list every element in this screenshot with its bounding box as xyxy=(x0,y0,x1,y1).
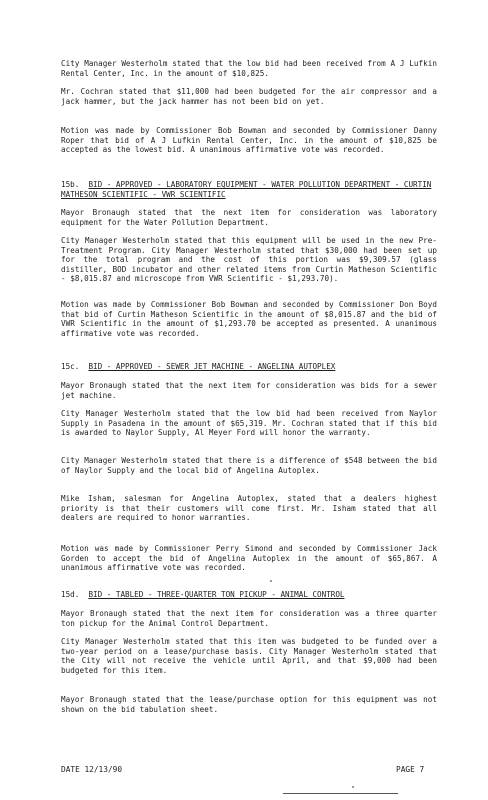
heading-15c-title: BID - APPROVED - SEWER JET MACHINE - ANGELINA AUTOPLEX xyxy=(88,362,336,371)
paragraph-budget-air-compressor: Mr. Cochran stated that $11,000 had been budgeted for the air compressor and a jack hammer, but the jack hammer has not been bid on yet. xyxy=(61,87,437,106)
paragraph-sewer-jet-difference: City Manager Westerholm stated that there is a difference of $548 between the bid of Naylor Supply and the local bid of Angelina Autoplex. xyxy=(61,456,437,475)
paragraph-isham-statement: Mike Isham, salesman for Angelina Autoplex, stated that a dealers highest priority is that their customers will come first. Mr. Isham stated that all dealers are required to honor warranties. xyxy=(61,494,437,523)
paragraph-low-bid-lufkin: City Manager Westerholm stated that the low bid had been received from A J Lufkin Rental Center, Inc. in the amount of $10,825. xyxy=(61,59,437,78)
paragraph-pickup-tabulation: Mayor Bronaugh stated that the lease/purchase option for this equipment was not shown on the bid tabulation sheet. xyxy=(61,695,437,714)
paragraph-lab-equipment-intro: Mayor Bronaugh stated that the next item for consideration was laboratory equipment for the Water Pollution Department. xyxy=(61,208,437,227)
footer-date: DATE 12/13/90 xyxy=(61,765,123,774)
heading-15b-number: 15b. xyxy=(61,180,80,189)
heading-15b xyxy=(61,180,437,199)
paragraph-motion-lab-equipment: Motion was made by Commissioner Bob Bowman and seconded by Commissioner Don Boyd that bid of Curtin Matheson Scientific in the amount of $8,015.87 and the bid of VWR Scientific in the amount of $1,293.70 be accepted as presented. A unanimous affirmative vote was recorded. xyxy=(61,300,437,338)
scan-artifact-line xyxy=(283,793,398,794)
paragraph-sewer-jet-low-bid: City Manager Westerholm stated that the low bid had been received from Naylor Supply in Pasadena in the amount of $65,319. Mr. Cochran stated that if this bid is awarded to Naylor Supply, Al Meyer Ford will honor the warranty. xyxy=(61,409,437,438)
paragraph-motion-sewer-jet: Motion was made by Commissioner Perry Simond and seconded by Commissioner Jack Gorden to accept the bid of Angelina Autoplex in the amount of $65,867. A unanimous affirmative vote was recorded. xyxy=(61,544,437,573)
paragraph-motion-air-compressor: Motion was made by Commissioner Bob Bowman and seconded by Commissioner Danny Roper that bid of A J Lufkin Rental Center, Inc. in the amount of $10,825 be accepted as the lowest bid. A unanimous affirmative vote was recorded. xyxy=(61,126,437,155)
paragraph-lab-equipment-cost: City Manager Westerholm stated that this equipment will be used in the new Pre-Treatment Program. City Manager Westerholm stated that $30,000 had been set up for the total program and the cost of this portion was $9,309.57 (glass distiller, BOD incubator and other related items from Curtin Matheson Scientific - $8,015.87 and microscope from VWR Scientific - $1,293.70). xyxy=(61,236,437,284)
heading-15d-number: 15d. xyxy=(61,590,80,599)
footer-page-number: PAGE 7 xyxy=(396,765,425,774)
paragraph-pickup-intro: Mayor Bronaugh stated that the next item for consideration was a three quarter ton pickup for the Animal Control Department. xyxy=(61,609,437,628)
scan-artifact-dot xyxy=(352,786,354,788)
heading-15c-number: 15c. xyxy=(61,362,80,371)
scan-artifact-dot xyxy=(270,580,272,582)
heading-15b-title: BID - APPROVED - LABORATORY EQUIPMENT - WATER POLLUTION DEPARTMENT - CURTIN MATHESON SCIENTIFIC - VWR SCIENTIFIC xyxy=(61,180,432,199)
paragraph-sewer-jet-intro: Mayor Bronaugh stated that the next item for consideration was bids for a sewer jet machine. xyxy=(61,381,437,400)
heading-15d xyxy=(61,590,437,600)
heading-15d-title: BID - TABLED - THREE-QUARTER TON PICKUP - ANIMAL CONTROL xyxy=(88,590,345,599)
paragraph-pickup-lease-purchase: City Manager Westerholm stated that this item was budgeted to be funded over a two-year period on a lease/purchase basis. City Manager Westerholm stated that the City will not receive the vehicle until April, and that $9,000 had been budgeted for this item. xyxy=(61,637,437,675)
heading-15c xyxy=(61,362,437,372)
